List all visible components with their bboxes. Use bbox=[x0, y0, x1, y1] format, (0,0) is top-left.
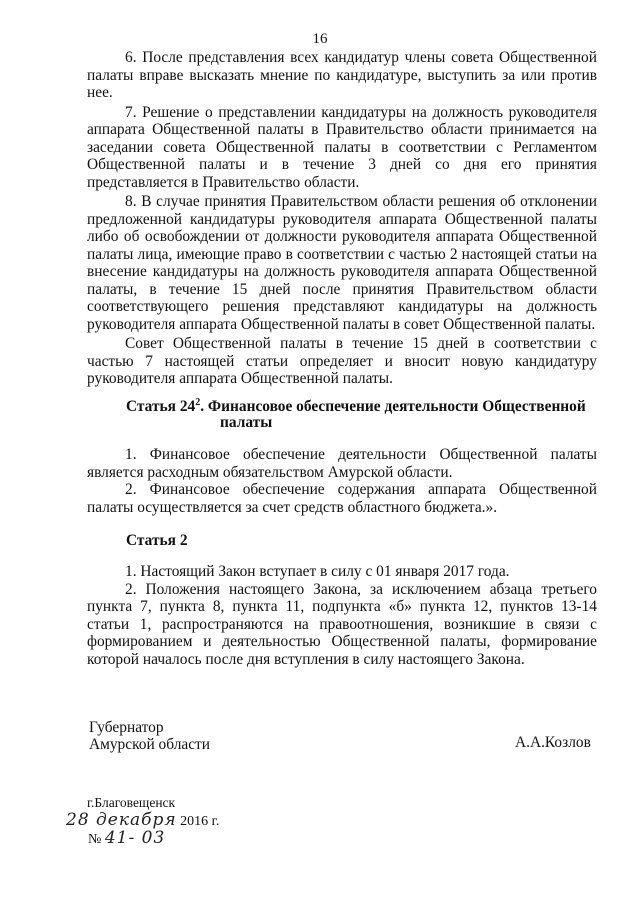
article-2-text bbox=[87, 563, 597, 668]
article-2-heading: Статья 2 bbox=[126, 532, 188, 549]
paragraph-8: 8. В случае принятия Правительством области решения об отклонении предложенной кандидатуры руководителя аппарата Общественной палаты либо об освобождении от должности руководителя аппарата Общественной палаты лица, имеющие право в соответствии с частью 2 настоящей статьи на внесение кандидатуры на должность руководителя аппарата Общественной палаты, в течение 15 дней после принятия Правительством области соответствующего решения представляют кандидатуры на должность руководителя аппарата Общественной палаты в совет Общественной палаты. bbox=[87, 193, 597, 333]
article-heading-prefix: Статья 24 bbox=[126, 398, 196, 416]
paragraph-7: 7. Решение о представлении кандидатуры на должность руководителя аппарата Общественной палаты в Правительство области принимается на заседании совета Общественной палаты в соответствии с Регламентом Общественной палаты и в течение 3 дней со дня его принятия представляется в Правительство области. bbox=[87, 103, 597, 191]
article-heading-title: . Финансовое обеспечение деятельности Общественной bbox=[200, 398, 586, 416]
article-heading-title-cont: палаты bbox=[220, 414, 273, 432]
article-24-2-text bbox=[87, 446, 597, 516]
article-heading-superscript: 2 bbox=[195, 397, 201, 408]
article-2-paragraph-2: 2. Положения настоящего Закона, за исключением абзаца третьего пункта 7, пункта 8, пункта 11, подпункта «б» пункта 12, пунктов 13-14 статьи 1, распространяются на правоотношения, возникшие в связи с формированием и деятельностью Общественной палаты, формирование которой началось после дня вступления в силу настоящего Закона. bbox=[87, 580, 597, 668]
section-text-block bbox=[87, 49, 597, 388]
page-number: 16 bbox=[312, 31, 328, 47]
signatory-title-line1: Губернатор bbox=[89, 719, 164, 736]
article-24-2-paragraph-2: 2. Финансовое обеспечение содержания аппарата Общественной палаты осуществляется за счет средств областного бюджета.». bbox=[87, 481, 597, 516]
paragraph-8-continued: Совет Общественной палаты в течение 15 дней в соответствии с частью 7 настоящей статьи определяет и вносит новую кандидатуру руководителя аппарата Общественной палаты. bbox=[87, 335, 597, 387]
date-year: 2016 г. bbox=[180, 814, 220, 829]
law-number bbox=[88, 828, 165, 848]
signatory-title bbox=[89, 719, 210, 753]
signatory-title-line2: Амурской области bbox=[89, 736, 210, 753]
signatory-name: А.А.Козлов bbox=[515, 734, 591, 751]
article-24-2-heading bbox=[126, 395, 596, 431]
paragraph-6: 6. После представления всех кандидатур члены совета Общественной палаты вправе высказать мнение по кандидатуре, выступить за или против нее. bbox=[87, 49, 597, 101]
article-2-paragraph-1: 1. Настоящий Закон вступает в силу с 01 января 2017 года. bbox=[125, 563, 510, 580]
city-label: г.Благовещенск bbox=[87, 795, 176, 810]
article-24-2-paragraph-1: 1. Финансовое обеспечение деятельности Общественной палаты является расходным обязательством Амурской области. bbox=[87, 446, 597, 481]
handwritten-date: 28 декабря bbox=[66, 810, 177, 830]
handwritten-number: 41- 03 bbox=[104, 828, 166, 848]
number-sign: № bbox=[88, 832, 102, 847]
date-line bbox=[66, 810, 219, 830]
